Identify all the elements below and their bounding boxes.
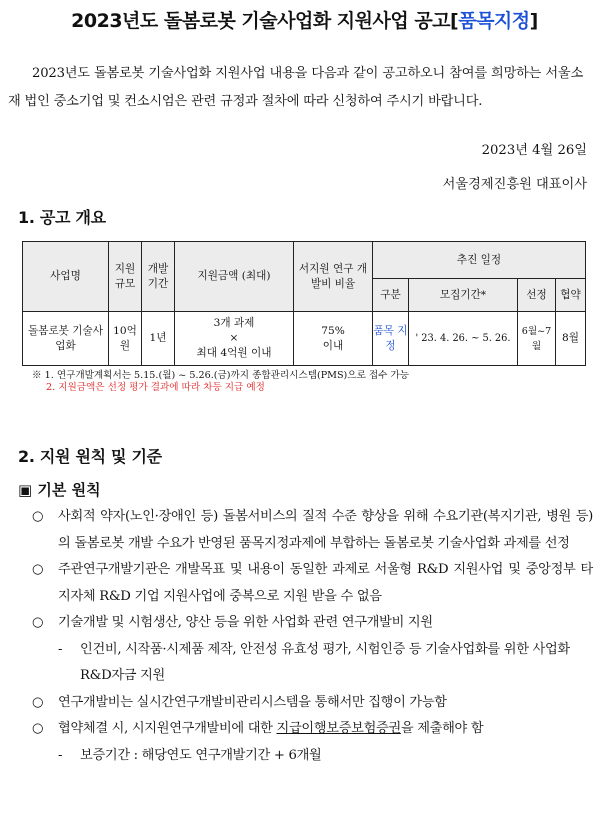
principle-3-text: 기술개발 및 시험생산, 양산 등을 위한 사업화 관련 연구개발비 지원 [58, 615, 433, 630]
principle-1-text: 사회적 약자(노인·장애인 등) 돌봄서비스의 질적 수준 향상을 위해 수요기관(복지기관, 병원 등)의 돌봄로봇 개발 수요가 반영된 품목지정과제에 부합하는 돌봄로봇 기술사업화 과제를 선정 [58, 509, 593, 551]
th-schedule: 추진 일정 [373, 242, 586, 279]
td-recruit: ' 23. 4. 26. ~ 5. 26. [409, 312, 518, 366]
td-name: 돌봄로봇 기술사업화 [23, 312, 109, 366]
principle-4 [18, 690, 593, 717]
td-select: 6월~7월 [518, 312, 556, 366]
dash-bullet: - [58, 747, 63, 763]
title-close: ] [529, 10, 538, 32]
circle-bullet: ○ [32, 615, 44, 630]
announce-date: 2023년 4월 26일 [481, 143, 587, 158]
td-scale: 10억원 [109, 312, 142, 366]
th-agreement: 협약 [556, 279, 586, 312]
note-2: 2. 지원금액은 선정 평가 결과에 따라 차등 지급 예정 [46, 382, 265, 393]
circle-bullet: ○ [32, 562, 44, 577]
issuer: 서울경제진흥원 대표이사 [442, 177, 587, 192]
title-highlight: 품목지정 [458, 10, 530, 32]
principle-2-text: 주관연구개발기관은 개발목표 및 내용이 동일한 과제로 서울형 R&D 지원사업 및 중앙정부 타 지자체 R&D 기업 지원사업에 중복으로 지원 받을 수 없음 [58, 562, 593, 604]
principles-list [18, 504, 593, 769]
td-type: 품목 지정 [373, 312, 409, 366]
amount-line1: 3개 과제 [213, 317, 255, 329]
principle-4-text: 연구개발비는 실시간연구개발비관리시스템을 통해서만 집행이 가능함 [58, 694, 447, 710]
td-agreement: 8월 [556, 312, 586, 366]
principle-5-sub-text: 보증기간 : 해당연도 연구개발기간 + 6개월 [80, 747, 322, 763]
overview-table [22, 241, 586, 366]
section-overview-heading: 1. 공고 개요 [18, 208, 106, 227]
td-amount [175, 312, 294, 366]
th-amount: 지원금액 (최대) [175, 242, 294, 312]
amount-line2: × [229, 332, 239, 344]
th-period: 개발 기간 [142, 242, 175, 312]
th-select: 선정 [518, 279, 556, 312]
circle-bullet: ○ [32, 694, 44, 710]
principle-3-sub-text: 인건비, 시작품·시제품 제작, 안전성 유효성 평가, 시험인증 등 기술사업화를 위한 사업화 R&D자금 지원 [80, 641, 570, 683]
table-notes [32, 370, 409, 394]
th-recruit: 모집기간* [409, 279, 518, 312]
ratio-line2: 이내 [322, 339, 344, 352]
page-title [0, 6, 609, 33]
principle-5 [18, 716, 593, 743]
intro-paragraph [8, 60, 583, 116]
principle-5-sub [18, 743, 593, 770]
title-text: 2023년도 돌봄로봇 기술사업화 지원사업 공고[ [71, 10, 459, 32]
th-name: 사업명 [23, 242, 109, 312]
principle-3 [18, 610, 593, 637]
principle-2 [18, 557, 593, 610]
th-ratio: 서지원 연구 개발비 비율 [294, 242, 373, 312]
circle-bullet: ○ [32, 721, 44, 736]
principle-5-underlined: 지급이행보증보험증권 [276, 721, 401, 736]
principle-5-text-b: 을 제출해야 함 [400, 721, 484, 736]
principle-3-sub [18, 637, 593, 690]
th-type: 구분 [373, 279, 409, 312]
principle-5-text-a: 협약체결 시, 시지원연구개발비에 대한 [58, 721, 277, 736]
td-period: 1년 [142, 312, 175, 366]
ratio-line1: 75% [321, 324, 345, 337]
dash-bullet: - [58, 641, 63, 657]
principle-1 [18, 504, 593, 557]
td-ratio [294, 312, 373, 366]
note-1: ※ 1. 연구개발계획서는 5.15.(월) ~ 5.26.(금)까지 종합관리시스템(PMS)으로 접수 가능 [32, 370, 409, 381]
amount-line3: 최대 4억원 이내 [196, 347, 272, 359]
circle-bullet: ○ [32, 509, 44, 524]
basic-principles-heading: ▣ 기본 원칙 [18, 481, 101, 499]
section-principles-heading: 2. 지원 원칙 및 기준 [18, 447, 162, 466]
intro-text: 2023년도 돌봄로봇 기술사업화 지원사업 내용을 다음과 같이 공고하오니 참여를 희망하는 서울소재 법인 중소기업 및 컨소시엄은 관련 규정과 절차에 따라 신청하여 주시기 바랍니다. [8, 66, 583, 109]
th-scale: 지원 규모 [109, 242, 142, 312]
